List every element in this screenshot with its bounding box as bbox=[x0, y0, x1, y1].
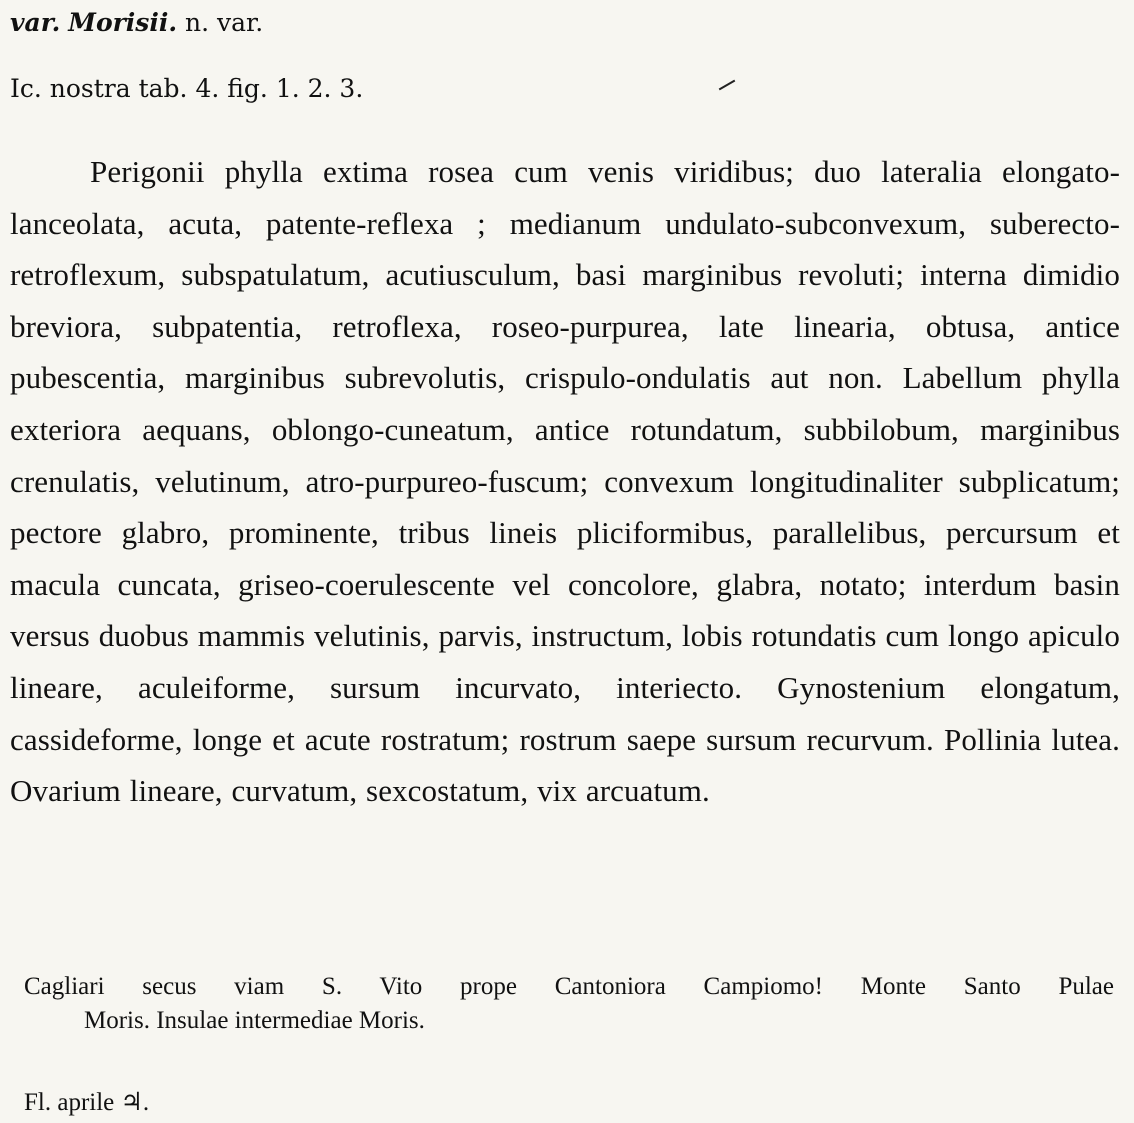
pen-mark bbox=[719, 80, 736, 91]
variety-name: Morisii. bbox=[68, 8, 178, 37]
description-paragraph: Perigonii phylla extima rosea cum venis viridibus; duo lateralia elongato-lanceolata, acuta, patente-reflexa ; medianum undulato-subconvexum, suberecto-retroflexum, subspatulatum, acutiusculum, basi marginibus revoluti; interna dimidio breviora, subpatentia, retroflexa, roseo-purpurea, late linearia, obtusa, antice pubescentia, marginibus subrevolutis, crispulo-ondulatis aut non. Labellum phylla exteriora aequans, oblongo-cuneatum, antice rotundatum, subbilobum, marginibus crenulatis, velutinum, atro-purpureo-fuscum; convexum longitudinaliter subplicatum; pectore glabro, prominente, tribus lineis pliciformibus, parallelibus, percursum et macula cuncata, griseo-coerulescente vel concolore, glabra, notato; interdum basin versus duobus mammis velutinis, parvis, instructum, lobis rotundatis cum longo apiculo lineare, aculeiforme, sursum incurvato, interiecto. Gynostenium elongatum, cassideforme, longe et acute rostratum; rostrum saepe sursum recurvum. Pollinia lutea. Ovarium lineare, curvatum, sexcostatum, vix arcuatum. bbox=[10, 154, 1120, 809]
variety-prefix: var. bbox=[10, 8, 61, 37]
flowering-note: Fl. aprile ♃. bbox=[24, 1089, 150, 1116]
variety-heading bbox=[10, 6, 263, 40]
locality-paragraph bbox=[24, 970, 1114, 1038]
variety-suffix: n. var. bbox=[185, 8, 264, 37]
icon-reference: Ic. nostra tab. 4. fig. 1. 2. 3. bbox=[10, 74, 364, 103]
locality-line-2: Moris. Insulae intermediae Moris. bbox=[84, 1007, 425, 1034]
locality-line-1: Cagliari secus viam S. Vito prope Cantoniora Campiomo! Monte Santo Pulae bbox=[24, 973, 1114, 1000]
